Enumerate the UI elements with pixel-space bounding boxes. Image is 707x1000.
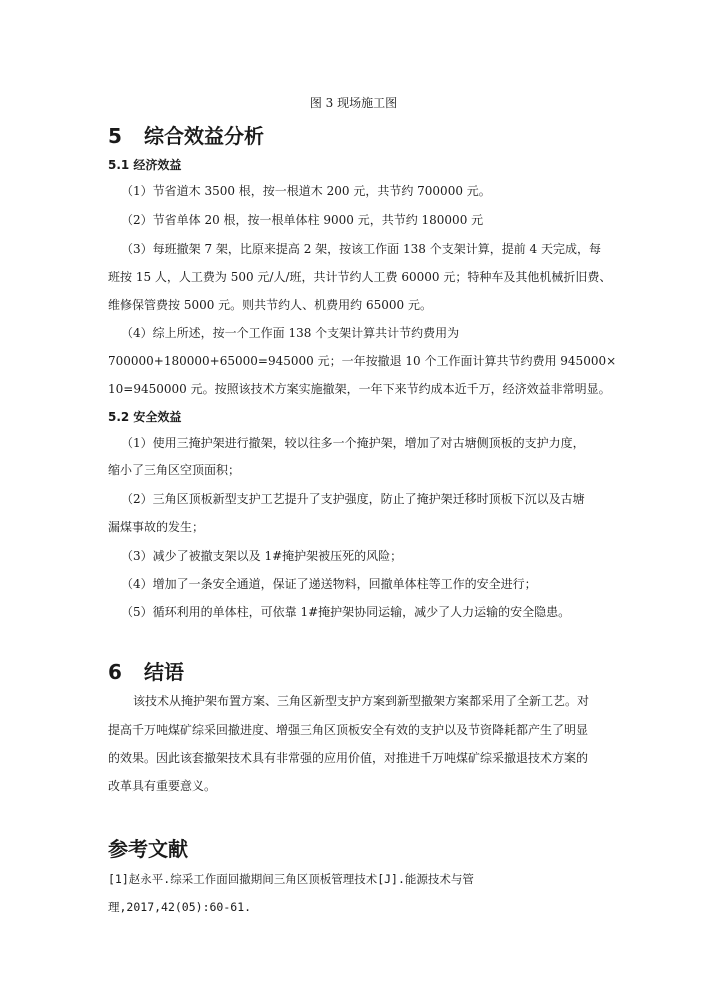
figure-caption: 图 3 现场施工图 [309, 96, 398, 110]
subsection-5-2-title: 5.2 安全效益 [108, 410, 182, 424]
paragraph-line: 10=9450000 元。按照该技术方案实施撤架，一年下来节约成本近千万，经济效益非常明显。 [108, 382, 611, 396]
subsection-5-1-title: 5.1 经济效益 [108, 158, 182, 172]
reference-entry: [1]赵永平.综采工作面回撤期间三角区顶板管理技术[J].能源技术与管 [108, 872, 474, 886]
section-5-number: 5 [108, 124, 122, 148]
paragraph-line: 班按 15 人，人工费为 500 元/人/班，共计节约人工费 60000 元；特种车及其他机械折旧费、 [108, 270, 612, 284]
paragraph-line: （3）每班撤架 7 架，比原来提高 2 架，按该工作面 138 个支架计算，提前 4 天完成，每 [121, 242, 601, 256]
paragraph-line: 提高千万吨煤矿综采回撤进度、增强三角区顶板安全有效的支护以及节资降耗都产生了明显 [108, 723, 589, 737]
paragraph-line: （4）综上所述，按一个工作面 138 个支架计算共计节约费用为 [121, 326, 460, 340]
paragraph-line: （3）减少了被撤支架以及 1#掩护架被压死的风险； [121, 549, 403, 563]
paragraph-line: （1）使用三掩护架进行撤架，较以往多一个掩护架，增加了对古塘侧顶板的支护力度， [121, 436, 585, 450]
paragraph-line: 该技术从掩护架布置方案、三角区新型支护方案到新型撤架方案都采用了全新工艺。对 [133, 694, 590, 708]
references-heading: 参考文献 [108, 837, 188, 861]
paragraph-line: 700000+180000+65000=945000 元；一年按撤退 10 个工作面计算共节约费用 945000× [108, 354, 617, 368]
paragraph-line: 维修保管费按 5000 元。则共节约人、机费用约 65000 元。 [108, 298, 432, 312]
paragraph-line: （4）增加了一条安全通道，保证了递送物料，回撤单体柱等工作的安全进行； [121, 577, 537, 591]
paragraph-line: （1）节省道木 3500 根，按一根道木 200 元，共节约 700000 元。 [121, 184, 491, 198]
paragraph-line: （2）节省单体 20 根，按一根单体柱 9000 元，共节约 180000 元 [121, 213, 484, 227]
paragraph-line: （2）三角区顶板新型支护工艺提升了支护强度，防止了掩护架迁移时顶板下沉以及古塘 [121, 492, 585, 506]
paragraph-line: （5）循环利用的单体柱，可依靠 1#掩护架协同运输，减少了人力运输的安全隐患。 [121, 605, 571, 619]
section-6-title: 结语 [144, 660, 184, 684]
section-5-title: 综合效益分析 [144, 124, 264, 148]
paragraph-line: 漏煤事故的发生； [108, 520, 205, 534]
section-5-heading [108, 120, 264, 149]
paragraph-line: 的效果。因此该套撤架技术具有非常强的应用价值，对推进千万吨煤矿综采撤退技术方案的 [108, 751, 589, 765]
paragraph-line: 缩小了三角区空顶面积； [108, 463, 241, 477]
section-6-heading [108, 656, 184, 685]
section-6-number: 6 [108, 660, 122, 684]
paragraph-line: 改革具有重要意义。 [108, 779, 217, 793]
reference-entry: 理,2017,42(05):60-61. [108, 900, 252, 914]
